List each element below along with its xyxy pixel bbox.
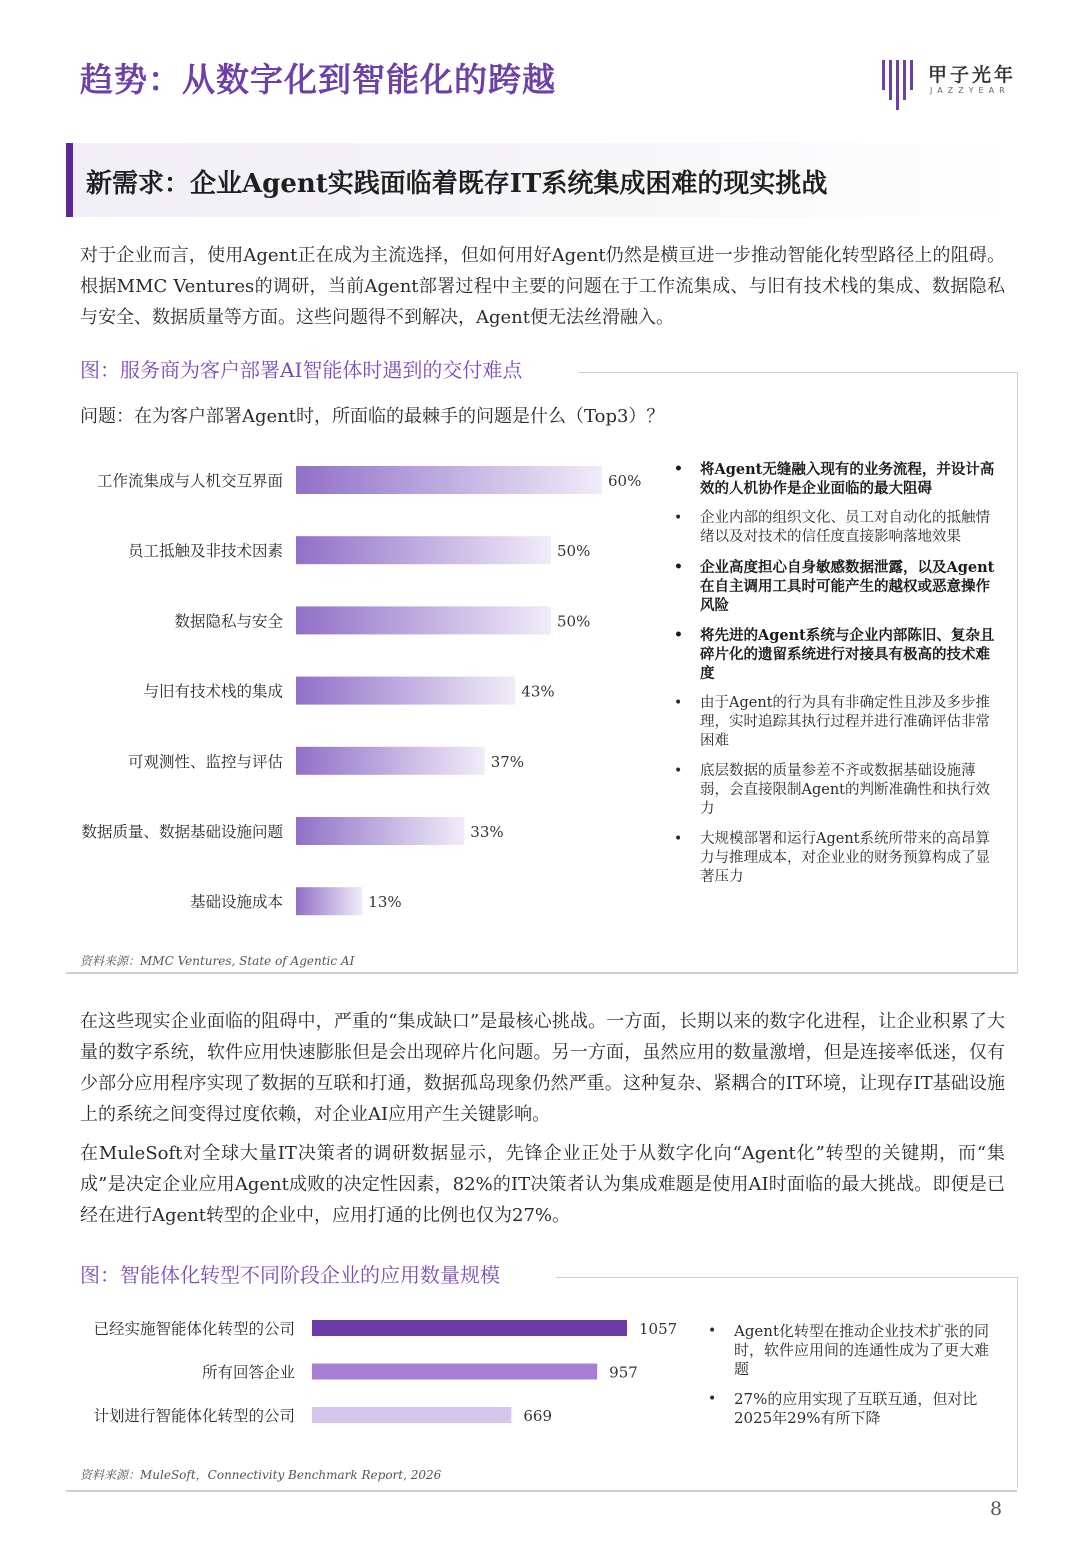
logo-icon (880, 58, 920, 110)
bullet-item (672, 626, 1002, 683)
bullet-item (672, 509, 1002, 547)
bullet-text: 企业内部的组织文化、员工对自动化的抵触情绪以及对技术的信任度直接影响落地效果 (700, 510, 990, 545)
page-title: 趋势：从数字化到智能化的跨越 (80, 60, 556, 99)
figure1-source: 资料来源：MMC Ventures, State of Agentic AI (80, 954, 355, 968)
bullet-dot-icon: • (708, 1323, 717, 1339)
bullet-text: 底层数据的质量参差不齐或数据基础设施薄弱，会直接限制Agent的判断准确性和执行效力 (700, 763, 990, 817)
fig1-value-label: 37% (490, 752, 525, 771)
bullet-dot-icon: • (708, 1391, 717, 1407)
bullet-dot-icon: • (674, 461, 683, 477)
fig1-value-label: 50% (557, 612, 591, 631)
bullet-dot-icon: • (674, 627, 683, 643)
fig2-category-label: 所有回答企业 (201, 1363, 295, 1382)
figure2-title: 图：智能体化转型不同阶段企业的应用数量规模 (80, 1263, 500, 1287)
fig1-value-label: 13% (368, 893, 402, 912)
fig2-category-label: 已经实施智能体化转型的公司 (93, 1320, 295, 1338)
bullet-item (672, 762, 1002, 819)
figure1-bullet-list (672, 460, 1002, 898)
bullet-dot-icon: • (674, 695, 683, 711)
fig1-category-label: 数据质量、数据基础设施问题 (81, 823, 283, 841)
fig1-category-label: 基础设施成本 (189, 893, 283, 912)
bullet-text: 27%的应用实现了互联互通，但对比2025年29%有所下降 (734, 1390, 978, 1427)
logo (880, 52, 1040, 112)
fig1-category-label: 可观测性、监控与评估 (127, 752, 283, 771)
fig1-value-label: 33% (470, 823, 504, 841)
bullet-dot-icon: • (674, 763, 683, 779)
figure1-question: 问题：在为客户部署Agent时，所面临的最棘手的问题是什么（Top3）？ (80, 406, 665, 427)
footer-rule (66, 1490, 1017, 1492)
fig2-value-label: 669 (523, 1407, 553, 1425)
bullet-item (706, 1390, 996, 1428)
bullet-item (672, 830, 1002, 887)
fig1-value-label: 43% (521, 682, 555, 701)
fig2-value-label: 1057 (638, 1320, 678, 1338)
bullet-text: 将先进的Agent系统与企业内部陈旧、复杂且碎片化的遗留系统进行对接具有极高的技术难度 (700, 627, 995, 682)
bullet-text: 由于Agent的行为具有非确定性且涉及多步推理，实时追踪其执行过程并进行准确评估非常困难 (700, 695, 990, 749)
bullet-dot-icon: • (674, 559, 683, 575)
fig1-category-label: 数据隐私与安全 (174, 612, 283, 631)
bullet-item (672, 694, 1002, 751)
bullet-dot-icon: • (674, 510, 683, 526)
figure1-title: 图：服务商为客户部署AI智能体时遇到的交付难点 (80, 358, 523, 382)
bullet-text: 将Agent无缝融入现有的业务流程，并设计高效的人机协作是企业面临的最大阻碍 (700, 461, 995, 497)
section-banner (66, 143, 1016, 217)
figure2-bullet-list (706, 1322, 996, 1439)
fig2-value-label: 957 (609, 1363, 638, 1382)
logo-subtext: JAZZYEAR (930, 86, 1010, 95)
bullet-text: 企业高度担心自身敏感数据泄露，以及Agent在自主调用工具时可能产生的越权或恶意操作风险 (700, 559, 995, 614)
section-title: 新需求：企业Agent实践面临着既存IT系统集成困难的现实挑战 (86, 169, 828, 199)
section-accent-bar (66, 143, 73, 217)
fig2-category-label: 计划进行智能体化转型的公司 (93, 1407, 295, 1425)
body-paragraph-2: 在这些现实企业面临的阻碍中，严重的“集成缺口”是最核心挑战。一方面，长期以来的数字化进程，让企业积累了大量的数字系统，软件应用快速膨胀但是会出现碎片化问题。另一方面，虽然应用的数量激增，但是连接率低迷，仅有少部分应用程序实现了数据的互联和打通，数据孤岛现象仍然严重。这种复杂、紧耦合的IT环境，让现存IT基础设施上的系统之间变得过度依赖，对企业AI应用产生关键影响。 (80, 1011, 1005, 1125)
intro-paragraph: 对于企业而言，使用Agent正在成为主流选择，但如何用好Agent仍然是横亘进一步推动智能化转型路径上的阻碍。根据MMC Ventures的调研，当前Agent部署过程中主要的问题在于工作流集成、与旧有技术栈的集成、数据隐私与安全、数据质量等方面。这些问题得不到解决，Agent便无法丝滑融入。 (80, 245, 1005, 328)
figure2-source: 资料来源：MuleSoft，Connectivity Benchmark Report, 2026 (80, 1468, 442, 1482)
fig1-category-label: 与旧有技术栈的集成 (143, 682, 283, 701)
bullet-item (672, 558, 1002, 615)
bullet-item (672, 460, 1002, 498)
page-number: 8 (990, 1498, 1003, 1520)
bullet-item (706, 1322, 996, 1379)
bullet-text: Agent化转型在推动企业技术扩张的同时，软件应用间的连通性成为了更大难题 (734, 1322, 990, 1378)
fig1-category-label: 员工抵触及非技术因素 (127, 542, 283, 561)
fig1-value-label: 50% (557, 542, 591, 561)
bullet-dot-icon: • (674, 831, 683, 847)
bullet-text: 大规模部署和运行Agent系统所带来的高昂算力与推理成本，对企业业的财务预算构成了显著压力 (700, 831, 990, 885)
fig1-value-label: 60% (608, 472, 642, 490)
body-paragraph-3: 在MuleSoft对全球大量IT决策者的调研数据显示，先锋企业正处于从数字化向“Agent化”转型的关键期，而“集成”是决定企业应用Agent成败的决定性因素，82%的IT决策者认为集成难题是使用AI时面临的最大挑战。即便是已经在进行Agent转型的企业中，应用打通的比例也仅为27%。 (80, 1143, 1005, 1226)
logo-text: 甲子光年 (928, 64, 1017, 86)
fig1-category-label: 工作流集成与人机交互界面 (96, 472, 283, 490)
